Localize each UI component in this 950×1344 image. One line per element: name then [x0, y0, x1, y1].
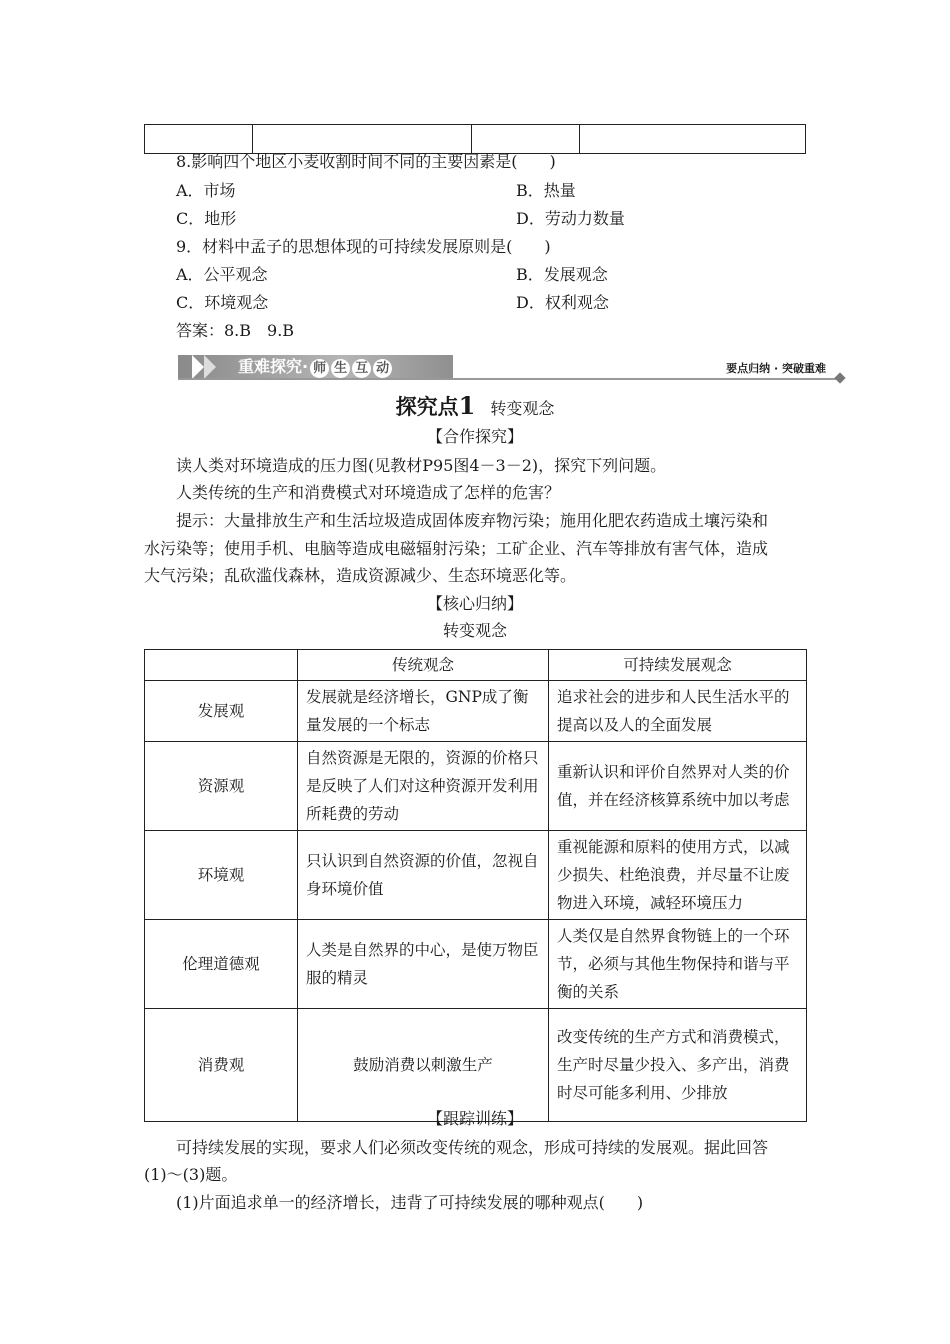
traditional-cell: 鼓励消费以刺激生产 [298, 1009, 549, 1122]
traditional-cell: 自然资源是无限的，资源的价格只是反映了人们对这种资源开发利用所耗费的劳动 [298, 742, 549, 831]
option-a: A．市场 [176, 181, 236, 200]
core-label: 【核心归纳】 [426, 594, 523, 613]
option-b: B．热量 [516, 181, 576, 200]
banner-title [238, 356, 392, 378]
coop-line: 提示：大量排放生产和生活垃圾造成固体废弃物污染；施用化肥农药造成土壤污染和 [176, 511, 769, 530]
table-header-row [145, 650, 807, 681]
table-row [145, 742, 807, 831]
option-c: C．地形 [176, 209, 237, 228]
answer-line: 答案：8.B 9.B [176, 321, 295, 340]
section-banner [178, 352, 844, 382]
question-8-stem: 8.影响四个地区小麦收割时间不同的主要因素是( ) [176, 152, 556, 171]
traditional-cell: 发展就是经济增长，GNP成了衡量发展的一个标志 [298, 681, 549, 742]
banner-title-main: 重难探究 [238, 357, 303, 376]
track-question-1: (1)片面追求单一的经济增长，违背了可持续发展的哪种观点( ) [176, 1193, 644, 1212]
coop-line: 读人类对环境造成的压力图(见教材P95图4－3－2)，探究下列问题。 [176, 456, 667, 475]
banner-char: 互 [352, 359, 371, 378]
section-heading [144, 392, 806, 423]
banner-separator: · [302, 357, 309, 376]
table-cell [253, 125, 472, 153]
sustainable-cell: 人类仅是自然界食物链上的一个环节，必须与其他生物保持和谐与平衡的关系 [549, 920, 807, 1009]
table-row [145, 681, 807, 742]
option-c: C．环境观念 [176, 293, 269, 312]
table-title: 转变观念 [442, 621, 507, 640]
sustainable-cell: 重视能源和原料的使用方式，以减少损失、杜绝浪费，并尽量不让废物进入环境，减轻环境压力 [549, 831, 807, 920]
section-subtitle: 转变观念 [490, 399, 555, 418]
track-line: (1)～(3)题。 [144, 1165, 238, 1184]
sustainable-cell: 追求社会的进步和人民生活水平的提高以及人的全面发展 [549, 681, 807, 742]
chevron-right-icon [204, 355, 216, 379]
table-header-cell: 可持续发展观念 [549, 650, 807, 681]
row-name: 资源观 [145, 742, 298, 831]
banner-rule [178, 378, 842, 380]
table-row [145, 831, 807, 920]
sustainable-cell: 重新认识和评价自然界对人类的价值，并在经济核算系统中加以考虑 [549, 742, 807, 831]
option-b: B．发展观念 [516, 265, 608, 284]
table-cell [472, 125, 580, 153]
banner-char: 师 [310, 359, 329, 378]
table-header-cell: 传统观念 [298, 650, 549, 681]
top-table-stub [144, 124, 806, 154]
chevron-right-icon [192, 355, 204, 379]
coop-label: 【合作探究】 [426, 427, 523, 446]
option-d: D．权利观念 [516, 293, 609, 312]
traditional-cell: 人类是自然界的中心，是使万物臣服的精灵 [298, 920, 549, 1009]
option-a: A．公平观念 [176, 265, 268, 284]
row-name: 环境观 [145, 831, 298, 920]
track-line: 可持续发展的实现，要求人们必须改变传统的观念，形成可持续的发展观。据此回答 [176, 1138, 769, 1157]
banner-right-label: 要点归纳 · 突破重难 [726, 362, 826, 375]
banner-char: 动 [373, 359, 392, 378]
row-name: 伦理道德观 [145, 920, 298, 1009]
comparison-table [144, 649, 807, 1122]
section-number: 1 [458, 391, 476, 420]
table-row [145, 920, 807, 1009]
sustainable-cell: 改变传统的生产方式和消费模式，生产时尽量少投入、多产出，消费时尽可能多利用、少排放 [549, 1009, 807, 1122]
row-name: 发展观 [145, 681, 298, 742]
traditional-cell: 只认识到自然资源的价值，忽视自身环境价值 [298, 831, 549, 920]
table-header-cell [145, 650, 298, 681]
track-label: 【跟踪训练】 [426, 1109, 523, 1128]
banner-char: 生 [331, 359, 350, 378]
table-row [145, 1009, 807, 1122]
table-cell [580, 125, 805, 153]
coop-line: 人类传统的生产和消费模式对环境造成了怎样的危害？ [176, 483, 561, 502]
row-name: 消费观 [145, 1009, 298, 1122]
diamond-icon [834, 372, 845, 383]
coop-line: 大气污染；乱砍滥伐森林，造成资源减少、生态环境恶化等。 [144, 566, 577, 585]
section-heading-title: 探究点 [395, 395, 459, 419]
question-9-stem: 9．材料中孟子的思想体现的可持续发展原则是( ) [176, 237, 551, 256]
coop-line: 水污染等；使用手机、电脑等造成电磁辐射污染；工矿企业、汽车等排放有害气体，造成 [144, 539, 769, 558]
option-d: D．劳动力数量 [516, 209, 625, 228]
table-cell [145, 125, 253, 153]
